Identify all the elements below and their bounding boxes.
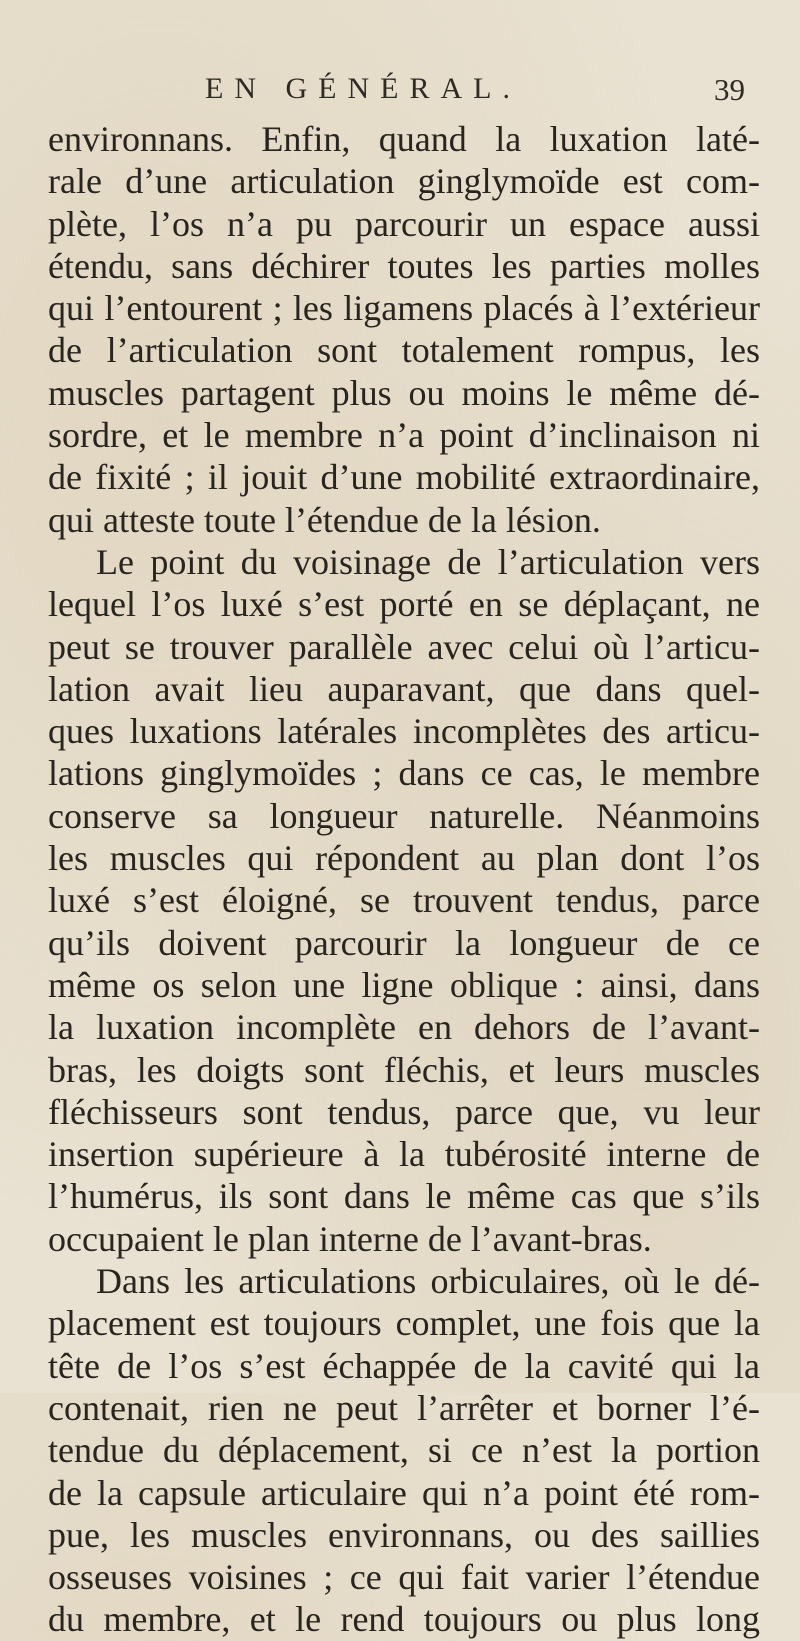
text-line: lequel l’os luxé s’est porté en se déplaçant, ne [48, 584, 760, 625]
text-line: insertion supérieure à la tubérosité interne de [48, 1134, 760, 1175]
text-line: de la capsule articulaire qui n’a point été rom- [48, 1472, 760, 1513]
text-line: environnans. Enfin, quand la luxation laté- [48, 119, 760, 159]
text-line: fléchisseurs sont tendus, parce que, vu leur [48, 1091, 760, 1132]
text-line: pue, les muscles environnans, ou des saillies [48, 1514, 760, 1555]
text-line: ques luxations latérales incomplètes des articu- [48, 711, 760, 752]
text-line: occupaient le plan interne de l’avant-bras. [48, 1218, 652, 1259]
text-line: sordre, et le membre n’a point d’inclinaison ni [48, 415, 760, 456]
text-line: qu’ils doivent parcourir la longueur de ce [48, 922, 760, 963]
text-line: qui atteste toute l’étendue de la lésion. [48, 499, 601, 540]
paragraph-start-line: Le point du voisinage de l’articulation vers [96, 541, 760, 582]
paragraph-start-line: Dans les articulations orbiculaires, où le dé- [96, 1261, 760, 1302]
text-line: lations ginglymoïdes ; dans ce cas, le membre [48, 753, 760, 794]
text-line: du membre, et le rend toujours ou plus long [48, 1599, 760, 1640]
text-line: tendue du déplacement, si ce n’est la portion [48, 1430, 760, 1471]
text-line: la luxation incomplète en dehors de l’avant- [48, 1007, 760, 1048]
body-text [48, 118, 760, 1641]
text-line: l’humérus, ils sont dans le même cas que s’ils [48, 1176, 760, 1217]
text-line: de fixité ; il jouit d’une mobilité extraordinaire, [48, 457, 760, 498]
text-line: bras, les doigts sont fléchis, et leurs muscles [48, 1049, 760, 1090]
page-number: 39 [714, 72, 745, 107]
text-line: tête de l’os s’est échappée de la cavité qui la [48, 1345, 760, 1386]
text-line: placement est toujours complet, une fois que la [48, 1303, 760, 1344]
text-line: plète, l’os n’a pu parcourir un espace aussi [48, 203, 760, 244]
page-header [205, 72, 745, 118]
text-line: les muscles qui répondent au plan dont l’os [48, 838, 760, 879]
text-line: rale d’une articulation ginglymoïde est com- [48, 161, 760, 202]
text-line: étendu, sans déchirer toutes les parties molles [48, 245, 760, 286]
text-line: muscles partagent plus ou moins le même dé- [48, 372, 760, 413]
text-line: conserve sa longueur naturelle. Néanmoins [48, 795, 760, 836]
text-line: luxé s’est éloigné, se trouvent tendus, parce [48, 880, 760, 921]
text-line: de l’articulation sont totalement rompus, les [48, 330, 760, 371]
text-line: qui l’entourent ; les ligamens placés à l’extérieur [48, 288, 760, 329]
text-line: osseuses voisines ; ce qui fait varier l’étendue [48, 1557, 760, 1598]
text-line: même os selon une ligne oblique : ainsi, dans [48, 964, 760, 1005]
running-head: EN GÉNÉRAL. [205, 72, 521, 105]
text-line: lation avait lieu auparavant, que dans quel- [48, 668, 760, 709]
text-line: contenait, rien ne peut l’arrêter et borner l’é- [48, 1387, 760, 1428]
text-line: peut se trouver parallèle avec celui où l’articu- [48, 626, 760, 667]
